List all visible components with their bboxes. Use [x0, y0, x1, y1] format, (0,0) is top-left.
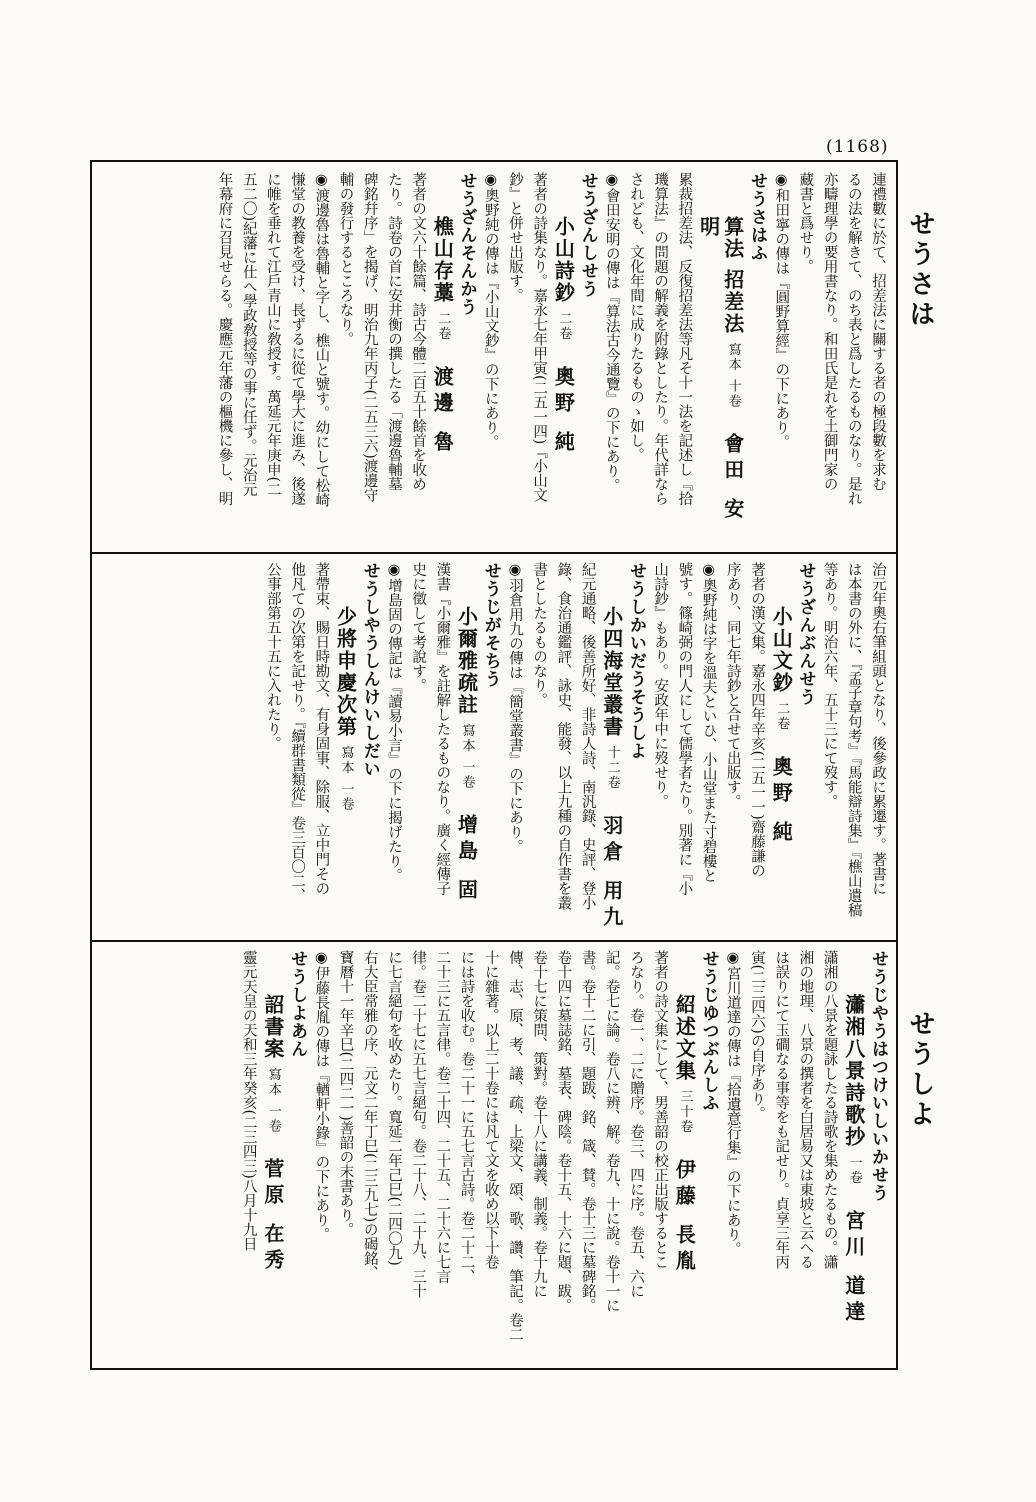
running-head-top: せうさは — [905, 210, 935, 330]
body-text-line: 卷十七に策問、策對。卷十八に講義、制義。卷十九に — [531, 950, 548, 1298]
entry-volumes: 二卷 — [435, 311, 451, 342]
dictionary-entry — [382, 562, 503, 932]
entry-title: 紹述文集 — [672, 994, 697, 1082]
dictionary-entry — [212, 172, 478, 544]
entry-title-line — [551, 172, 575, 544]
dictionary-entry — [503, 562, 648, 932]
section-top — [100, 172, 890, 544]
body-text-line: 累裁招差法、反復招差法等凡そ十一法を記述し『拾 — [676, 172, 693, 506]
dictionary-entry — [648, 562, 817, 932]
body-text-line: 律。卷二十七に五七言絕句。卷二十八、二十九、三十 — [410, 950, 427, 1298]
body-text-line: ◉羽倉用九の傳は『簡堂叢書』の下にあり。 — [506, 562, 523, 854]
entry-title-line — [261, 950, 285, 1362]
entry-volumes: 十二卷 — [604, 745, 620, 791]
entry-reading: せうざんしせう — [577, 172, 598, 298]
entry-title: 小爾雅疏註 — [454, 606, 479, 716]
entry-reading: せうじがそちう — [480, 562, 501, 688]
entry-volumes: 一卷 — [846, 1155, 862, 1186]
entry-volumes: 三十卷 — [677, 1089, 693, 1135]
body-text-line: 十に雜著。以上二十卷には凡て文を收め以下十卷 — [482, 950, 499, 1269]
entry-volumes: 寫本 一卷 — [459, 723, 475, 790]
body-text-line: ◉奧野純の傳は『小山文鈔』の下にあり。 — [482, 172, 499, 449]
body-text-line: ◉會田安明の傳は『算法古今通覽』の下にあり。 — [603, 172, 620, 493]
body-text-line: 史に徵して考說す。 — [410, 562, 427, 693]
body-text-line: 他凡ての次第を記せり。『續群書類從』卷三百〇二、 — [289, 562, 306, 903]
dictionary-entry — [600, 172, 769, 544]
entry-volumes: 二卷 — [774, 701, 790, 732]
section-bottom — [100, 950, 890, 1362]
running-head-bottom: せうしよ — [905, 1010, 935, 1130]
entry-reading: せうじゆつぶんしふ — [698, 950, 719, 1112]
body-text-line: 書。卷十二に引、題跋、銘、箴、賛。卷十三に墓碑銘。 — [579, 950, 596, 1313]
entry-title: 小山文鈔 — [769, 606, 794, 694]
body-text-line: は本書の外に、『孟子章句考』『馬能辯詩集』『樵山遺稿 — [845, 562, 862, 918]
dictionary-entry — [721, 950, 890, 1362]
body-text-line: 寶曆十一年辛巳(二四二一)善韶の末書あり。 — [337, 950, 354, 1237]
entry-author: 增島 固 — [454, 813, 479, 905]
body-text-line: 璣算法』の問題の解義を附錄としたり。年代詳なら — [652, 172, 669, 506]
body-text-line: ◉伊藤長胤の傳は『輶軒小錄』の下にあり。 — [313, 950, 330, 1242]
body-text-line: 漢書『小爾雅』を註解したるものなり。廣く經傳子 — [434, 562, 451, 896]
body-text-line: 靈元天皇の天和三年癸亥(二三四三)八月十九日 — [240, 950, 257, 1252]
body-text-line: ろなり。卷一、二に贈序。卷三、四に序。卷五、六に — [627, 950, 644, 1298]
body-text-line: 山詩鈔』もあり。安政年中に歿せり。 — [652, 562, 669, 809]
body-text-line: 公事部第五十五に入れたり。 — [264, 562, 281, 751]
dictionary-entry — [237, 950, 310, 1362]
entry-author: 渡邊 魯 — [430, 365, 455, 457]
body-text-line: 序あり、同七年詩鈔と合せて出版す。 — [724, 562, 741, 809]
entry-reading: せうざんぶんせう — [795, 562, 816, 706]
body-text-line: たり。詩卷の首に安井衡の撰したる「渡邊魯輔墓 — [385, 172, 402, 491]
entry-title-line — [430, 172, 454, 544]
body-text-line: 二十三に五言律。卷二十四、二十五、二十六に七言 — [434, 950, 451, 1284]
entry-author: 伊藤 長胤 — [672, 1158, 697, 1276]
body-text-line: 慊堂の教養を受け、長ずるに從て學大に進み、後遂 — [289, 172, 306, 506]
entry-title: 樵山存藁 — [430, 216, 455, 304]
entry-title-line — [842, 950, 866, 1362]
body-text-line: ◉渡邊魯は魯輔と字し、樵山と號す。幼にして松崎 — [313, 172, 330, 507]
body-text-line: 號す。篠崎弼の門人にして儒學者たり。別著に『小 — [676, 562, 693, 896]
body-text-line: 年幕府に召見せらる。慶應元年藩の樞機に參し、明 — [216, 172, 233, 506]
entry-title-line — [696, 172, 744, 544]
dictionary-entry — [309, 950, 720, 1362]
entry-volumes: 寫本 一卷 — [338, 745, 354, 812]
dictionary-entry — [479, 172, 600, 544]
body-text-line: 著者の文六十餘篇、詩古今體二百五十餘首を收め — [410, 172, 427, 491]
body-text-line: 五二〇)紀藩に仕へ學政敎授等の事に任ず。元治元 — [240, 172, 257, 497]
body-text-line: 傳、志、原、考、議、疏、上梁文、頌、歌、讚、筆記。卷二 — [506, 950, 523, 1342]
entry-reading: せうしやうしんけいしだい — [359, 562, 380, 778]
body-text-line: 輔の發行するところなり。 — [337, 172, 354, 346]
entry-reading: せうじやうはつけいしいかせう — [868, 950, 888, 1202]
entry-title: 小四海堂叢書 — [599, 606, 624, 738]
body-text-line: 紀元通略、後善所好、非詩人詩、南汎錄、史評、登小 — [579, 562, 596, 910]
entry-title: 瀟湘八景詩歌抄 — [841, 994, 866, 1148]
entry-volumes: 寫本 十卷 — [725, 342, 741, 409]
body-text-line: は誤りにて玉磵なる事等をも記せり。貞享三年丙 — [773, 950, 790, 1269]
body-text-line: 湘の地理、八景の撰者を白居易又は東坡と云へる — [797, 950, 814, 1269]
body-text-line: 錄、食治通鑑評、詠史、能發、以上九種の自作書を叢 — [555, 562, 572, 910]
entry-author: 會田 安明 — [696, 216, 745, 524]
entry-reading: せうしよあん — [287, 950, 308, 1058]
entry-reading: せうざんそんかう — [456, 172, 477, 316]
body-text-line: 瀟湘の八景を題詠したる詩歌を集めたるもの。瀟 — [821, 950, 838, 1269]
body-text-line: されども、文化年間に成りたるものゝ如し。 — [627, 172, 644, 462]
entry-volumes: 寫本 一卷 — [265, 1067, 281, 1134]
entry-title: 少將申慶次第 — [333, 606, 358, 738]
body-text-line: 書としたるものなり。 — [531, 562, 548, 707]
entry-author: 羽倉 用九 — [599, 814, 624, 932]
body-text-line: 治元年奧右筆組頭となり、後參政に累遷す。著書に — [870, 562, 886, 896]
body-text-line: 著帶束、賜日時勘文、有身固事、除服、立中門その — [313, 562, 330, 896]
section-divider-2 — [90, 940, 898, 942]
body-text-line: に七言絕句を收めたり。寬延二年己巳(二四〇九) — [385, 950, 402, 1266]
page-number: (1168) — [826, 137, 889, 157]
body-text-line: 著者の漢文集。嘉永四年辛亥(二五一一)齋藤謙の — [748, 562, 765, 878]
body-text-line: るの法を解きて、のち表と爲したるものなり。是れ — [845, 172, 862, 506]
entry-reading: せうしかいだうそうしよ — [625, 562, 646, 760]
entry-title: 算法 招差法 — [720, 216, 745, 335]
body-text-line: 亦疇理學の要用書なり。和田氏是れを土御門家の — [821, 172, 838, 491]
body-text-line: ◉增島固の傳記は『讀易小言』の下に揭げたり。 — [385, 562, 402, 883]
entry-author: 宮川 道達 — [841, 1209, 866, 1327]
body-text-line: 卷十四に墓誌銘、墓表、碑陰。卷十五、十六に題、跋。 — [555, 950, 572, 1313]
dictionary-entry — [769, 172, 890, 544]
body-text-line: 藏書と爲せり。 — [797, 172, 814, 274]
entry-title: 小山詩鈔 — [551, 216, 576, 304]
body-text-line: 著者の詩文集にして、男善韶の校正出版するとこ — [652, 950, 669, 1269]
body-text-line: 寅(二三四六)の自序あり。 — [748, 950, 765, 1121]
body-text-line: 碑銘幷序」を揭げ、明治九年丙子(二五三六)渡邊守 — [361, 172, 378, 503]
body-text-line: 著者の詩集なり。嘉永七年甲寅(二五一四)『小山文 — [531, 172, 548, 503]
body-text-line: には詩を收む。卷二十一に五七言古詩。卷二十二、 — [458, 950, 475, 1284]
entry-title-line — [333, 562, 357, 932]
entry-volumes: 二卷 — [556, 311, 572, 342]
body-text-line: ◉宮川道達の傳は『拾遺意行集』の下にあり。 — [724, 950, 741, 1256]
entry-title-line — [769, 562, 793, 932]
section-divider-1 — [90, 552, 898, 554]
body-text-line: 等あり。明治六年、五十三にて歿す。 — [821, 562, 838, 809]
body-text-line: ◉和田寧の傳は『圓野算經』の下にあり。 — [773, 172, 790, 449]
body-text-line: 記。卷七に論。卷八に辨、解。卷九、十に說。卷十一に — [603, 950, 620, 1313]
dictionary-entry — [261, 562, 382, 932]
body-text-line: に帷を垂れて江戶青山に敎授す。萬延元年庚申(二 — [264, 172, 281, 497]
entry-author: 菅原 在秀 — [260, 1157, 285, 1275]
entry-author: 奧野 純 — [551, 365, 576, 457]
entry-title-line — [454, 562, 478, 932]
body-text-line: 鈔』と併せ出版す。 — [506, 172, 523, 303]
entry-title-line — [600, 562, 624, 932]
body-text-line: 連禮數に於て、招差法に關する者の極段數を求む — [870, 172, 886, 491]
body-text-line: ◉奧野純は字を溫夫といひ、小山堂また寸碧樓と — [700, 562, 717, 883]
entry-title: 詔書案 — [260, 994, 285, 1060]
body-text-line: 右大臣常雅の序、元文二年丁巳(二三九七)の碣銘、 — [361, 950, 378, 1281]
entry-author: 奧野 純 — [769, 755, 794, 847]
dictionary-entry — [817, 562, 890, 932]
entry-reading: せうさはふ — [746, 172, 767, 262]
section-middle — [100, 562, 890, 932]
entry-title-line — [672, 950, 696, 1362]
